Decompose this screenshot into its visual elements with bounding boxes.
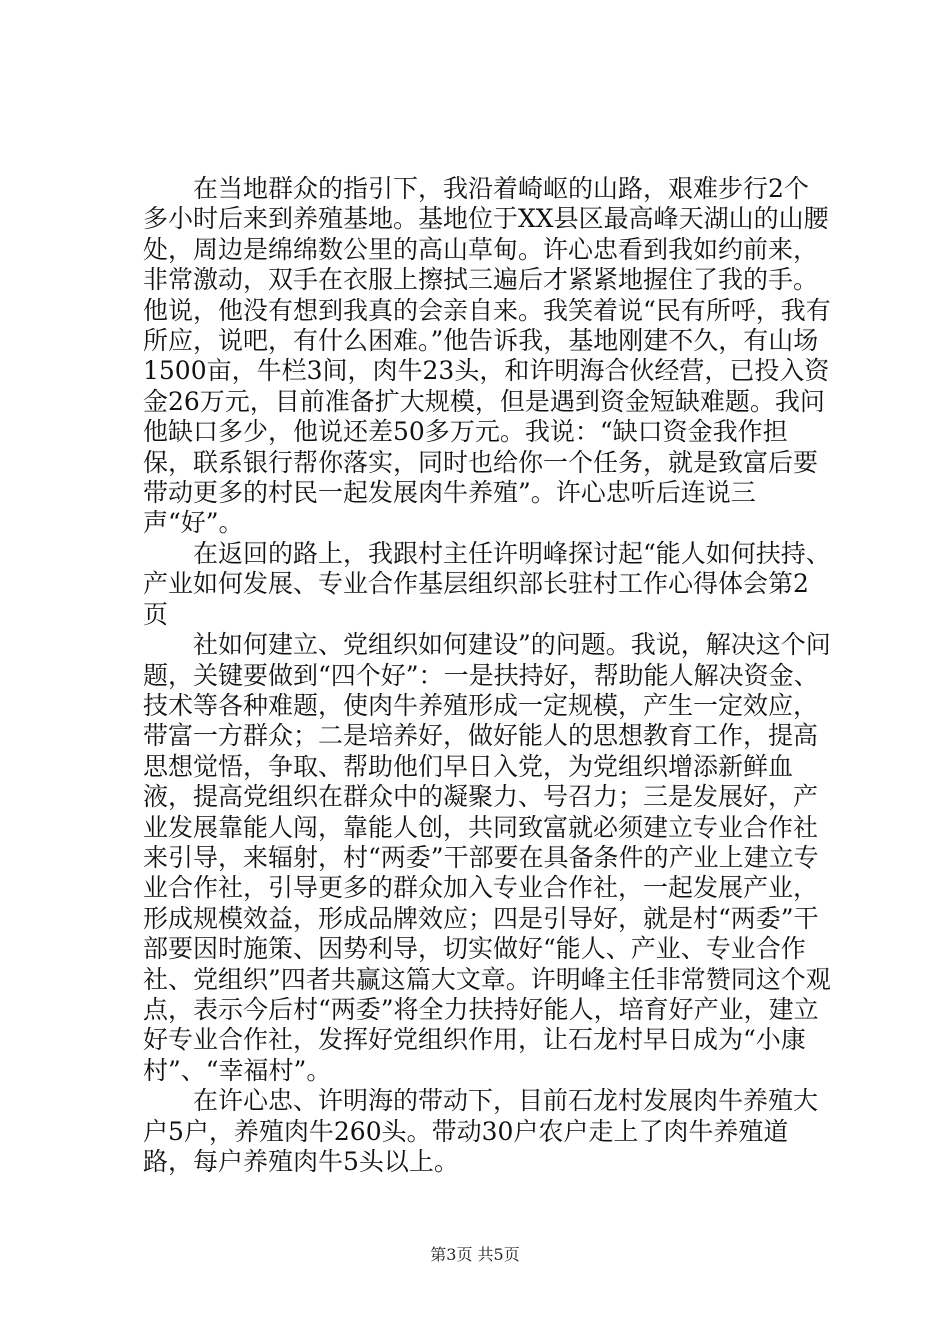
paragraph-2: 在返回的路上，我跟村主任许明峰探讨起“能人如何扶持、产业如何发展、专业合作基层组织部长驻村工作心得体会第2页 (143, 538, 831, 629)
paragraph-3: 社如何建立、党组织如何建设”的问题。我说，解决这个问题，关键要做到“四个好”：一是扶持好，帮助能人解决资金、技术等各种难题，使肉牛养殖形成一定规模，产生一定效应，带富一方群众；二是培养好，做好能人的思想教育工作，提高思想觉悟，争取、帮助他们早日入党，为党组织增添新鲜血液，提高党组织在群众中的凝聚力、号召力；三是发展好，产业发展靠能人闯，靠能人创，共同致富就必须建立专业合作社来引导，来辐射，村“两委”干部要在具备条件的产业上建立专业合作社，引导更多的群众加入专业合作社，一起发展产业，形成规模效益，形成品牌效应；四是引导好，就是村“两委”干部要因时施策、因势利导，切实做好“能人、产业、专业合作社、党组织”四者共赢这篇大文章。许明峰主任非常赞同这个观点，表示今后村“两委”将全力扶持好能人，培育好产业，建立好专业合作社，发挥好党组织作用，让石龙村早日成为“小康村”、“幸福村”。 (143, 630, 831, 1085)
paragraph-1: 在当地群众的指引下，我沿着崎岖的山路，艰难步行2个多小时后来到养殖基地。基地位于XX县区最高峰天湖山的山腰处，周边是绵绵数公里的高山草甸。许心忠看到我如约前来，非常激动，双手在衣服上擦拭三遍后才紧紧地握住了我的手。他说，他没有想到我真的会亲自来。我笑着说“民有所呼，我有所应，说吧，有什么困难。”他告诉我，基地刚建不久，有山场1500亩，牛栏3间，肉牛23头，和许明海合伙经营，已投入资金26万元，目前准备扩大规模，但是遇到资金短缺难题。我问他缺口多少，他说还差50多万元。我说：“缺口资金我作担保，联系银行帮你落实，同时也给你一个任务，就是致富后要带动更多的村民一起发展肉牛养殖”。许心忠听后连说三声“好”。 (143, 174, 831, 538)
document-body (143, 174, 833, 1177)
page-footer: 第3页 共5页 (430, 1245, 520, 1264)
paragraph-4: 在许心忠、许明海的带动下，目前石龙村发展肉牛养殖大户5户，养殖肉牛260头。带动30户农户走上了肉牛养殖道路，每户养殖肉牛5头以上。 (143, 1086, 819, 1176)
